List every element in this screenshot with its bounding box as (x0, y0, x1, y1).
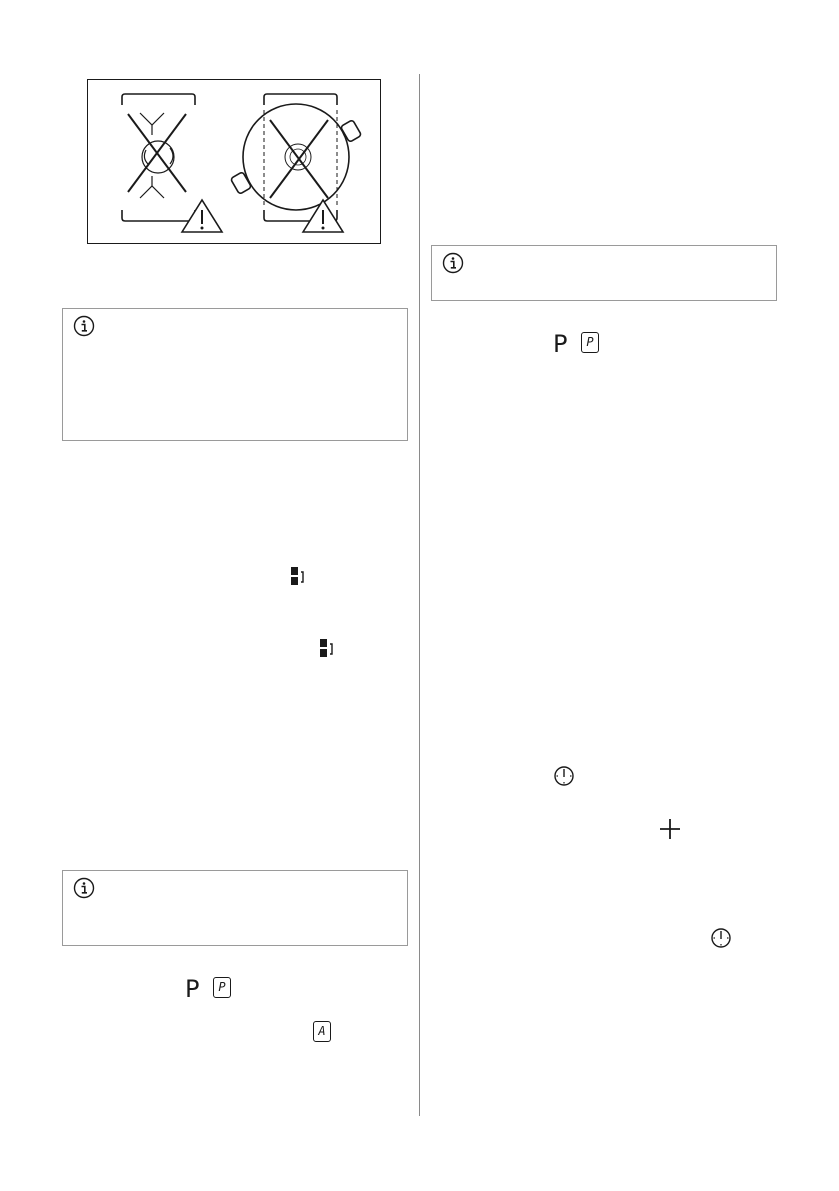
column-divider (419, 74, 420, 1116)
display-bar-icon (290, 566, 306, 586)
info-note-box-1 (62, 308, 408, 441)
info-note-box-2 (62, 870, 408, 946)
timer-clock-icon (710, 927, 732, 949)
cookware-placement-figure (87, 79, 381, 244)
cookware-illustration (88, 80, 379, 242)
program-display-icon: P (213, 977, 231, 998)
program-display-icon: P (581, 332, 599, 353)
info-note-box-3 (431, 245, 777, 301)
timer-clock-icon (553, 765, 575, 787)
auto-display-icon: A (313, 1021, 331, 1042)
program-letter-glyph: P (553, 330, 568, 358)
warning-triangle-icon-left (182, 200, 222, 232)
info-icon (73, 877, 95, 899)
program-letter-glyph: P (185, 975, 200, 1003)
plus-icon (658, 817, 682, 841)
info-icon (73, 315, 95, 337)
display-bar-icon (319, 638, 335, 658)
info-icon (442, 252, 464, 274)
